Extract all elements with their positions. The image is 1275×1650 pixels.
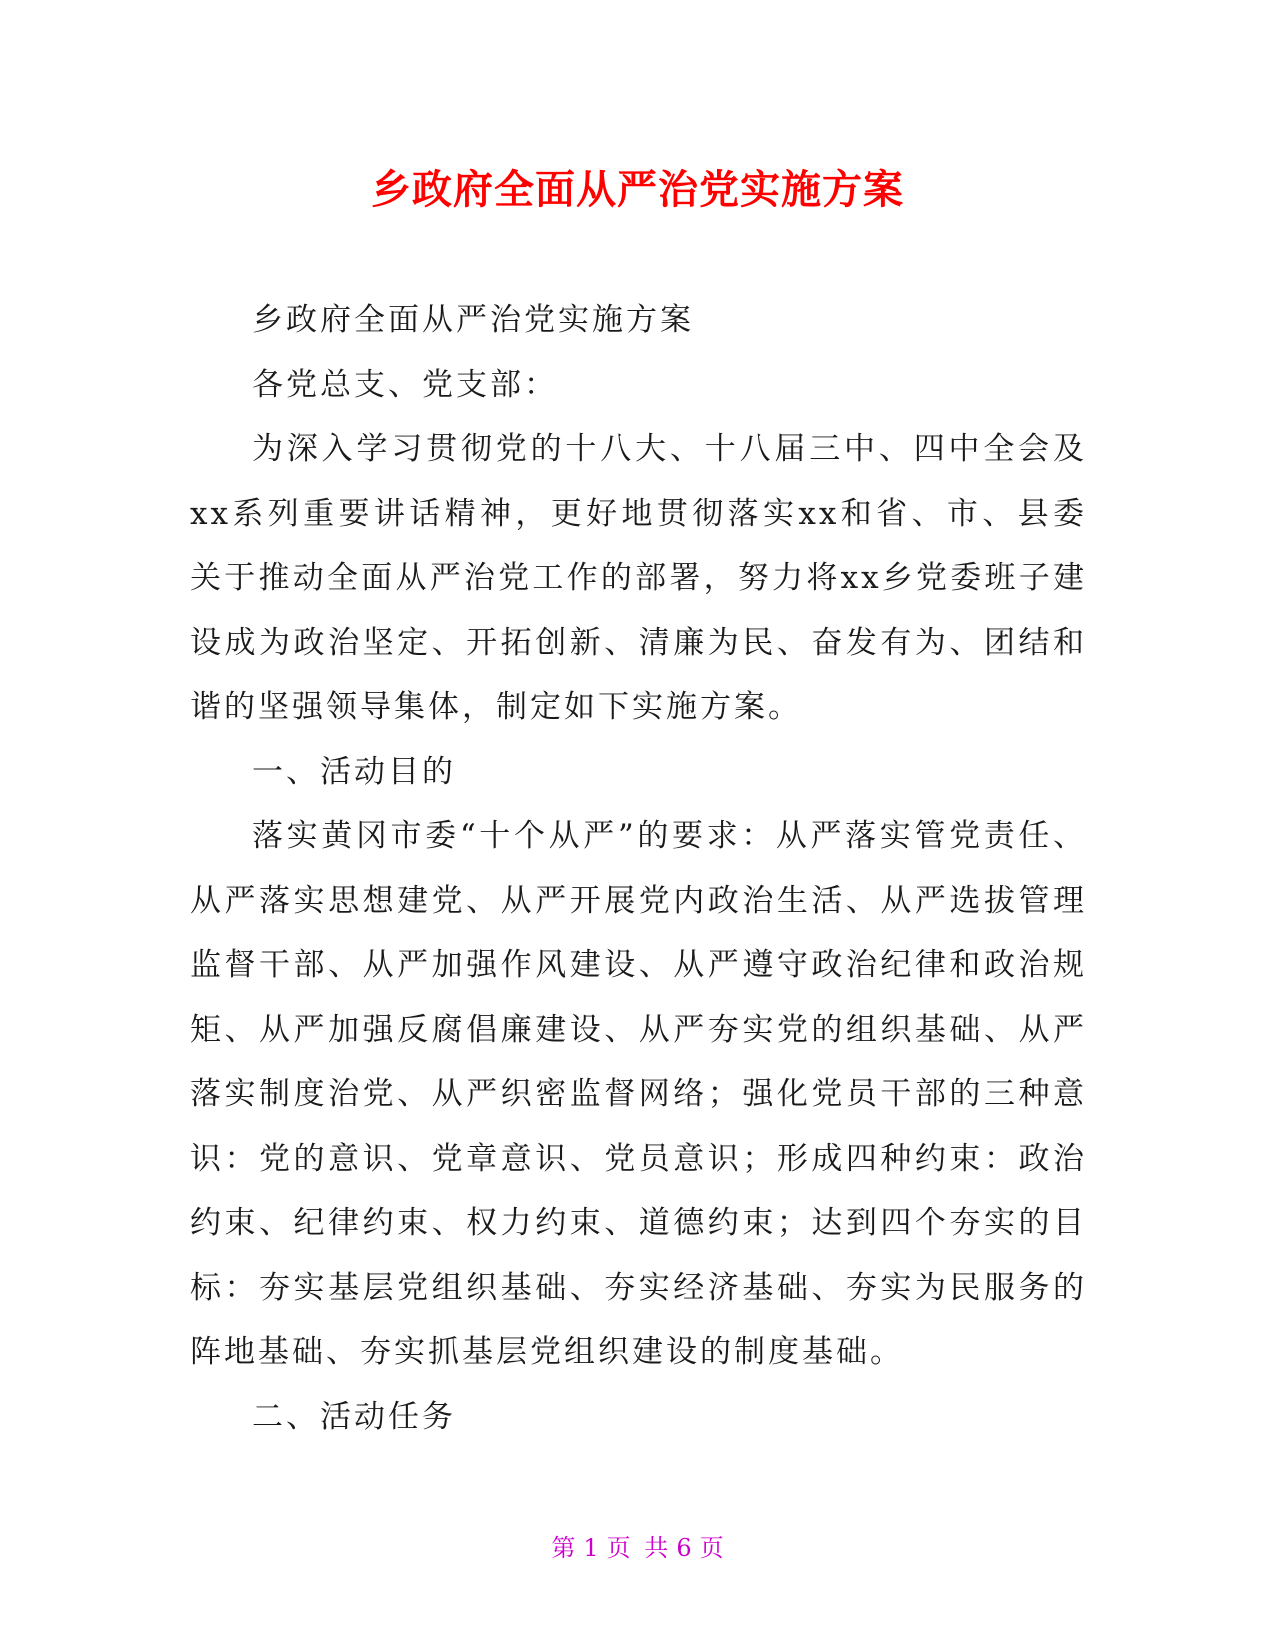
section-heading-tasks: 二、活动任务 — [252, 1398, 456, 1435]
footer-suffix: 页 — [699, 1534, 724, 1562]
footer-page-number: 1 — [583, 1534, 599, 1562]
footer-prefix: 第 — [551, 1534, 576, 1562]
document-body — [190, 288, 1087, 1449]
paragraph-purpose: 落实黄冈市委“十个从严”的要求：从严落实管党责任、从严落实思想建党、从严开展党内政治生活、从严选拔管理监督干部、从严加强作风建设、从严遵守政治纪律和政治规矩、从严加强反腐倡廉建设、从严夯实党的组织基础、从严落实制度治党、从严织密监督网络；强化党员干部的三种意识：党的意识、党章意识、党员意识；形成四种约束：政治约束、纪律约束、权力约束、道德约束；达到四个夯实的目标：夯实基层党组织基础、夯实经济基础、夯实为民服务的阵地基础、夯实抓基层党组织建设的制度基础。 — [190, 818, 1087, 1370]
paragraph-salutation: 各党总支、党支部： — [252, 366, 558, 403]
paragraph-intro: 为深入学习贯彻党的十八大、十八届三中、四中全会及xx系列重要讲话精神，更好地贯彻落实xx和省、市、县委关于推动全面从严治党工作的部署，努力将xx乡党委班子建设成为政治坚定、开拓创新、清廉为民、奋发有为、团结和谐的坚强领导集体，制定如下实施方案。 — [190, 431, 1087, 725]
footer-total-pages: 6 — [676, 1534, 692, 1562]
footer-middle: 页 共 — [606, 1534, 669, 1562]
page-footer — [0, 1532, 1275, 1564]
document-title: 乡政府全面从严治党实施方案 — [371, 167, 904, 213]
section-heading-purpose: 一、活动目的 — [252, 753, 456, 790]
paragraph-subtitle: 乡政府全面从严治党实施方案 — [252, 302, 694, 338]
